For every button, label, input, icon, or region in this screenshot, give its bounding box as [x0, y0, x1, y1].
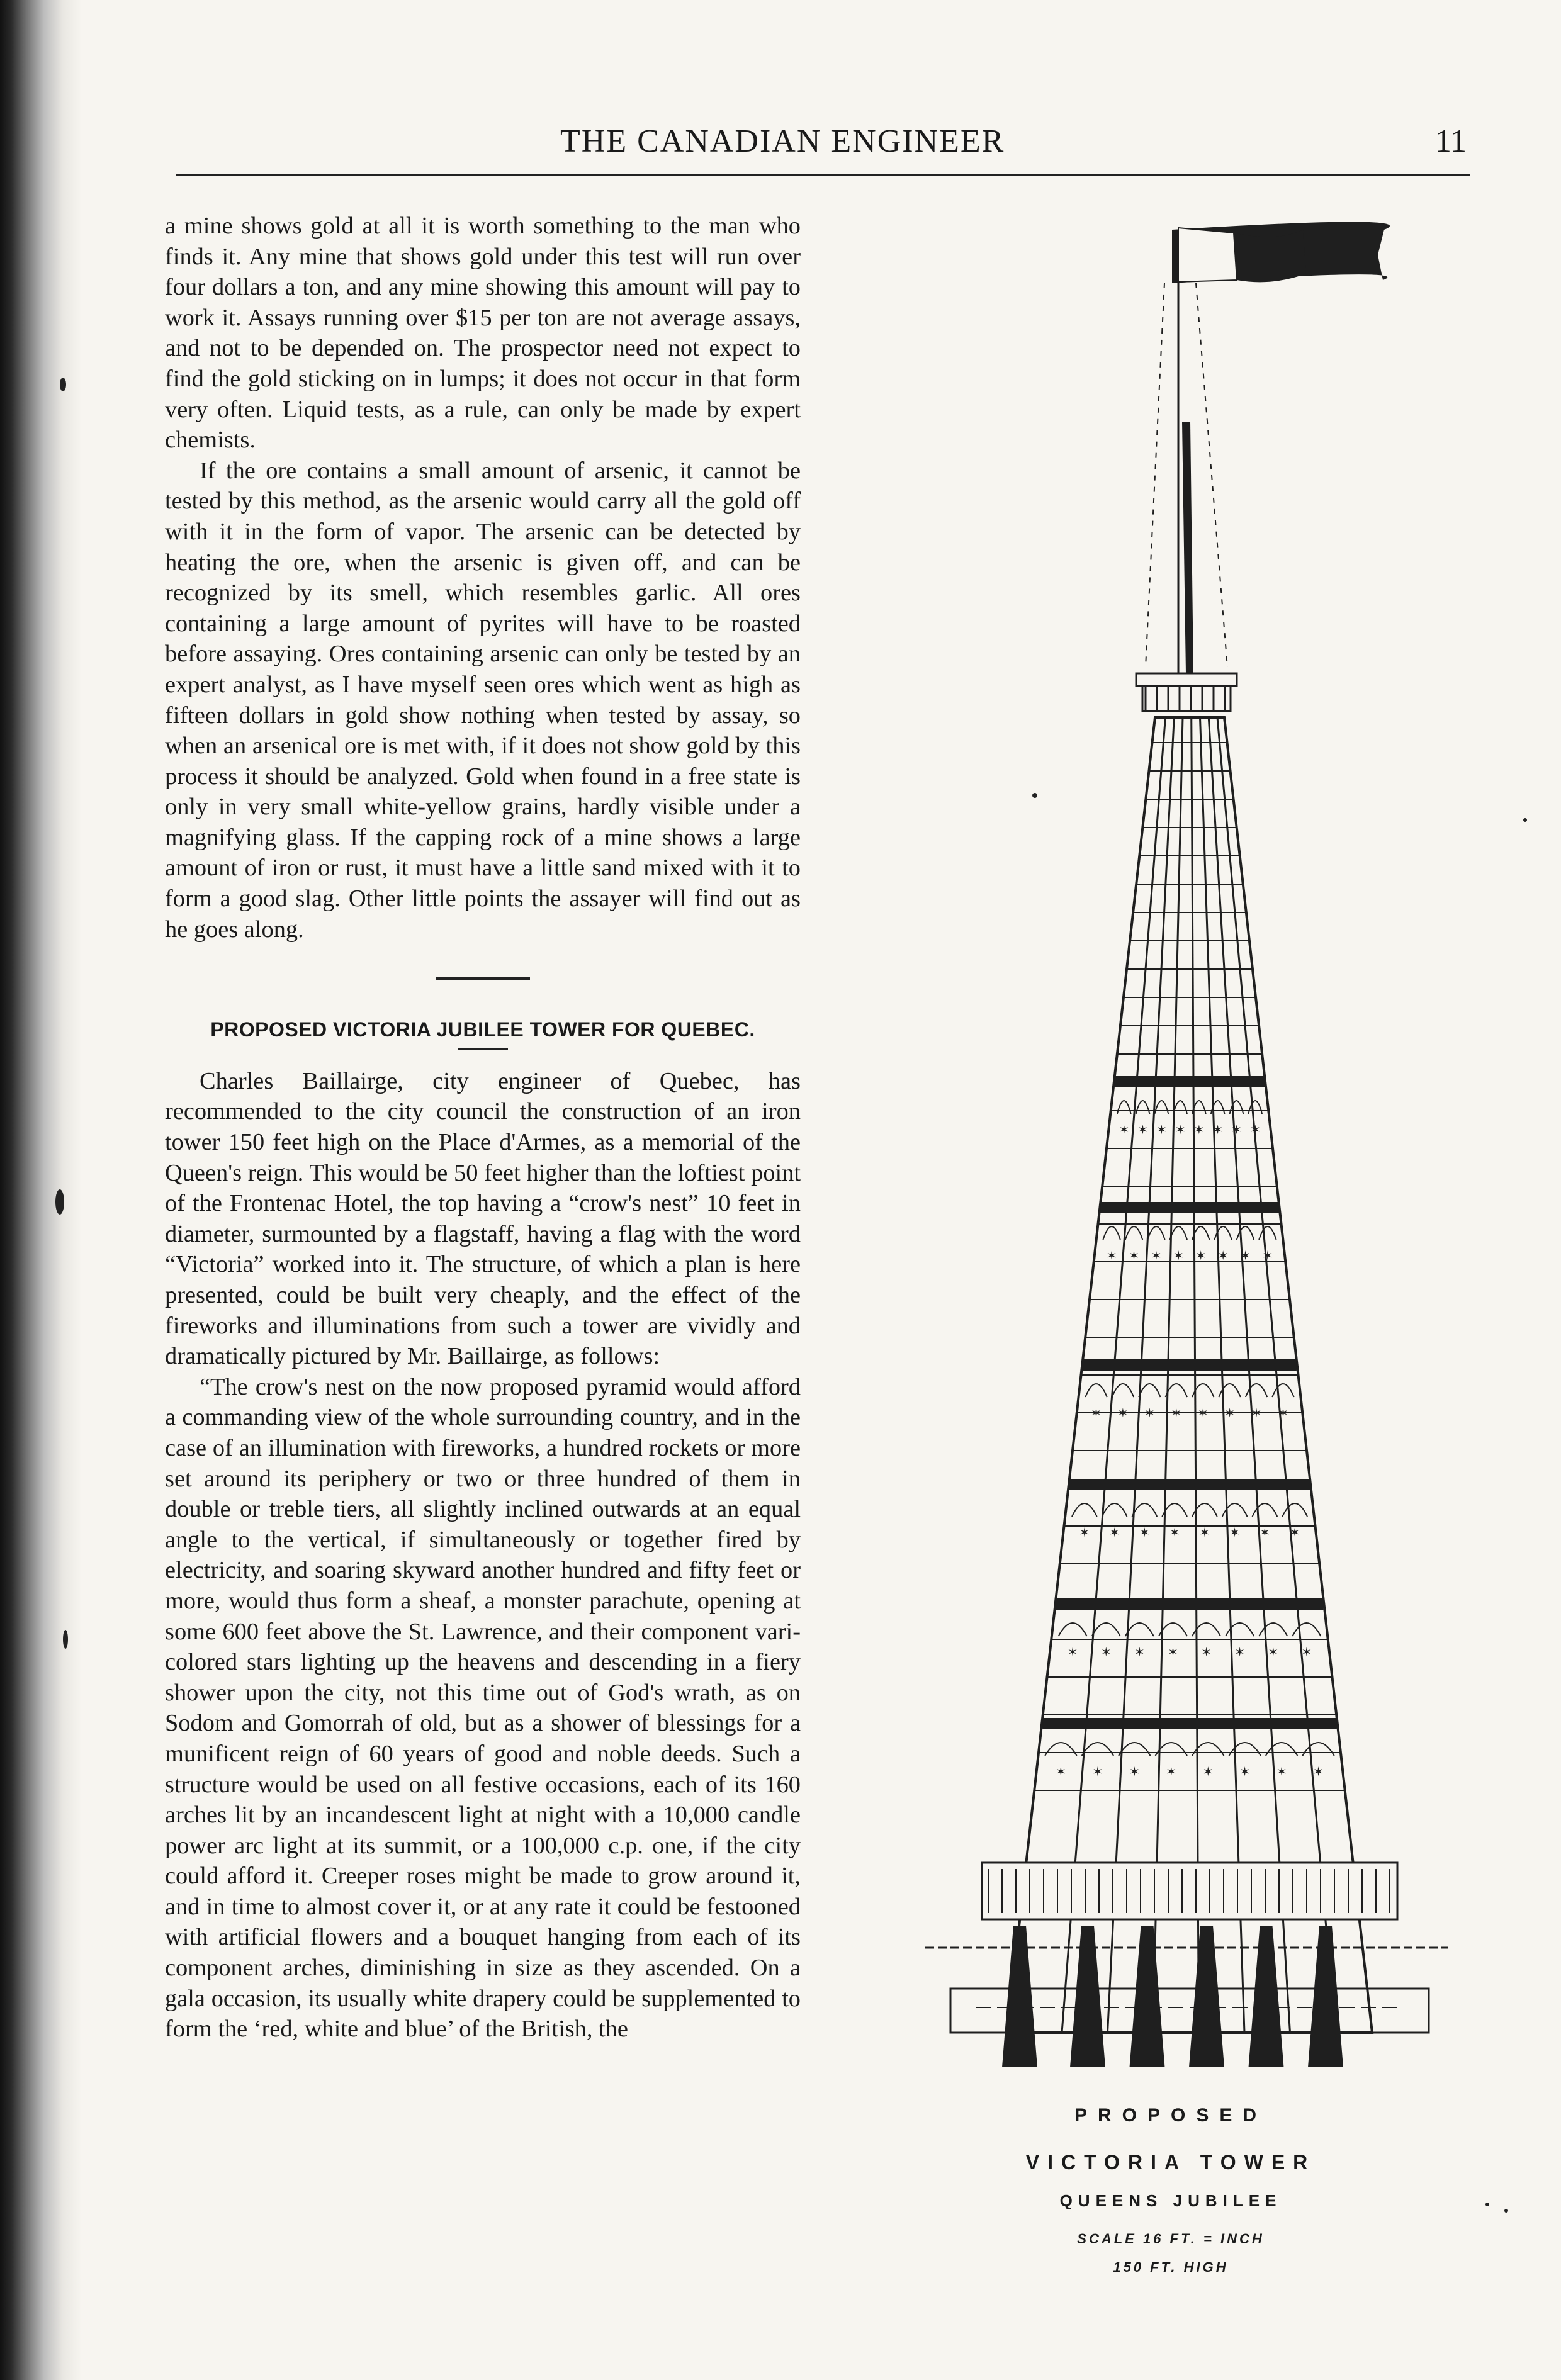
arch-star: ✶ — [1056, 1764, 1066, 1779]
tower-arch — [1292, 1623, 1321, 1636]
arch-star: ✶ — [1092, 1764, 1103, 1779]
tower-arch — [1237, 1226, 1254, 1240]
tower-arch — [1229, 1743, 1260, 1756]
tower-arch — [1302, 1743, 1334, 1756]
arch-star: ✶ — [1119, 1122, 1130, 1137]
section-separator — [436, 977, 530, 980]
crows-nest — [1142, 686, 1231, 711]
text-column — [165, 211, 801, 2045]
tower-arch — [1266, 1743, 1297, 1756]
arch-star: ✶ — [1106, 1248, 1117, 1263]
arch-star: ✶ — [1151, 1248, 1162, 1263]
caption-victoria-tower: VICTORIA TOWER — [1025, 2151, 1316, 2174]
arch-star: ✶ — [1195, 1248, 1207, 1263]
caption-proposed: PROPOSED — [1074, 2105, 1268, 2126]
arch-star: ✶ — [1117, 1405, 1129, 1420]
arch-star: ✶ — [1168, 1644, 1178, 1659]
arch-star: ✶ — [1224, 1405, 1236, 1420]
book-binding-shadow — [0, 0, 82, 2380]
tower-arch — [1272, 1384, 1293, 1397]
arch-star: ✶ — [1156, 1122, 1167, 1137]
caption-scale: SCALE 16 FT. = INCH — [1077, 2231, 1265, 2247]
tower-arch — [1102, 1503, 1127, 1517]
tower-illustration — [906, 214, 1460, 2077]
arch-star: ✶ — [1079, 1525, 1090, 1540]
baillairge-quote-paragraph: “The crow's nest on the now proposed pyramid would afford a commanding view of the whole surrounding country, and in the case of an illumination with fireworks, a hundred rockets or more set around its periphery or two or three hundred of them in double or treble tiers, all slightly inclined outwards at an equal angle to the vertical, if simultaneously or together fired by electricity, and soaring skyward another hundred and fifty feet or more, would thus form a sheaf, a monster parachute, opening at some 600 feet above the St. Lawrence, and their component vari-colored stars lighting up the heavens and descending in a fiery shower upon the city, not this time out of God's wrath, as on Sodom and Gomorrah of old, but as a shower of blessings for a munificent reign of 60 years of good and noble deeds. Such a structure would be used on all festive occasions, each of its 160 arches lit by an incandescent light at night with a 10,000 candle power arc light at its summit, or a 100,000 c.p. one, if the city could afford it. Creeper roses might be made to grow around it, and in time to almost cover it, or at any rate it could be festooned with artificial flowers and a bouquet hanging from each of its component arches, diminishing in size as they ascended. On a gala occasion, its usually white drapery could be supplemented to form the ‘red, white and blue’ of the British, the — [165, 1373, 801, 2043]
tower-arch — [1246, 1384, 1267, 1397]
tower-arch — [1259, 1623, 1287, 1636]
arch-star: ✶ — [1137, 1122, 1148, 1137]
arch-star: ✶ — [1249, 1122, 1261, 1137]
tower-arch — [1072, 1503, 1097, 1517]
guide-line-right — [1196, 283, 1227, 667]
scan-speck — [55, 1189, 64, 1215]
arch-star: ✶ — [1109, 1525, 1120, 1540]
spire — [1182, 422, 1193, 673]
flag-middle-band — [1178, 228, 1237, 282]
tower-arch — [1248, 1101, 1262, 1114]
arch-star: ✶ — [1262, 1248, 1273, 1263]
tower-arch — [1117, 1101, 1131, 1114]
tower-arch — [1139, 1384, 1160, 1397]
arch-star: ✶ — [1301, 1644, 1312, 1659]
stray-mark — [1032, 793, 1037, 798]
arch-star: ✶ — [1201, 1644, 1212, 1659]
arch-star: ✶ — [1169, 1525, 1180, 1540]
tower-arch — [1154, 1101, 1168, 1114]
arch-star: ✶ — [1129, 1764, 1140, 1779]
tower-arch — [1253, 1503, 1278, 1517]
arch-star: ✶ — [1234, 1644, 1246, 1659]
arch-star: ✶ — [1100, 1644, 1112, 1659]
tower-leg — [1308, 1926, 1343, 2067]
scan-speck — [60, 378, 66, 391]
tower-arch — [1170, 1226, 1187, 1240]
arch-star: ✶ — [1175, 1122, 1186, 1137]
page-header — [176, 123, 1467, 167]
tower-arch — [1125, 1226, 1142, 1240]
tower-arch — [1147, 1226, 1164, 1240]
arch-star: ✶ — [1199, 1525, 1210, 1540]
arch-star: ✶ — [1260, 1525, 1270, 1540]
stray-mark — [1523, 818, 1527, 822]
arch-star: ✶ — [1231, 1122, 1242, 1137]
tower-leg — [1070, 1926, 1105, 2067]
arch-star: ✶ — [1212, 1122, 1224, 1137]
tower-arch — [1132, 1503, 1157, 1517]
tower-arch-band — [1083, 1359, 1296, 1371]
caption-queens-jubilee: QUEENS JUBILEE — [1059, 2191, 1282, 2210]
tower-arch — [1082, 1743, 1113, 1756]
arch-star: ✶ — [1229, 1525, 1241, 1540]
tower-arch — [1173, 1101, 1187, 1114]
tower-arch — [1112, 1384, 1134, 1397]
tower-arch — [1092, 1623, 1120, 1636]
arch-star: ✶ — [1289, 1525, 1300, 1540]
header-rule — [176, 174, 1470, 176]
tower-arch-band — [1100, 1202, 1278, 1213]
tower-arch — [1045, 1743, 1076, 1756]
arch-star: ✶ — [1134, 1644, 1145, 1659]
arch-star: ✶ — [1268, 1644, 1279, 1659]
journal-title: THE CANADIAN ENGINEER — [560, 123, 1005, 159]
arch-star: ✶ — [1197, 1405, 1209, 1420]
tower-arch — [1282, 1503, 1307, 1517]
tower-arch — [1136, 1101, 1150, 1114]
arch-star: ✶ — [1278, 1405, 1288, 1420]
tower-arch-band — [1069, 1479, 1310, 1490]
tower-arch — [1259, 1226, 1276, 1240]
tower-arch — [1085, 1384, 1107, 1397]
arch-star: ✶ — [1139, 1525, 1150, 1540]
arch-star: ✶ — [1091, 1405, 1102, 1420]
crows-nest-rail — [1136, 673, 1237, 686]
tower-drawing — [925, 222, 1448, 2068]
arch-star: ✶ — [1217, 1248, 1229, 1263]
arch-star: ✶ — [1276, 1764, 1287, 1779]
tower-arch — [1119, 1743, 1150, 1756]
tower-arch — [1059, 1623, 1087, 1636]
tower-arch-band — [1056, 1598, 1324, 1610]
arch-star: ✶ — [1239, 1764, 1251, 1779]
arch-star: ✶ — [1171, 1405, 1182, 1420]
tower-arch — [1166, 1384, 1187, 1397]
tower-arch — [1103, 1226, 1120, 1240]
guide-line-left — [1146, 283, 1164, 667]
arch-star: ✶ — [1173, 1248, 1184, 1263]
tower-arch — [1125, 1623, 1154, 1636]
arch-star: ✶ — [1313, 1764, 1324, 1779]
page-number: 11 — [1434, 123, 1467, 159]
arch-star: ✶ — [1067, 1644, 1078, 1659]
arch-star: ✶ — [1240, 1248, 1251, 1263]
stray-mark — [1504, 2209, 1508, 2213]
stray-mark — [1485, 2203, 1489, 2206]
scan-speck — [63, 1630, 68, 1649]
caption-height: 150 FT. HIGH — [1113, 2259, 1229, 2275]
continued-paragraph: a mine shows gold at all it is worth something to the man who finds it. Any mine that shows gold under this test will run over four dollars a ton, and any mine showing this amount will pay to work it. Assays running over $15 per ton are not average assays, and not to be depended on. The prospector need not expect to find the gold sticking on in lumps; it does not occur in that form very often. Liquid tests, as a rule, can only be made by expert chemists. — [165, 213, 801, 454]
arch-star: ✶ — [1144, 1405, 1155, 1420]
arch-star: ✶ — [1129, 1248, 1139, 1263]
arsenic-paragraph: If the ore contains a small amount of arsenic, it cannot be tested by this method, as the arsenic would carry all the gold off with it in the form of vapor. The arsenic can be detected by heating the ore, when the arsenic is given off, and can be recognized by its smell, which resembles garlic. All ores containing a large amount of pyrites will have to be roasted before assaying. Ores containing arsenic can only be tested by an expert analyst, as I have myself seen ores which went as high as fifteen dollars in gold show nothing when tested by assay, so when an arsenical ore is met with, if it does not show gold by this process it should be analyzed. Gold when found in a free state is only in very small white-yellow grains, hardly visible under a magnifying glass. If the capping rock of a mine shows a large amount of iron or rust, it must have a little sand mixed with it to form a good slag. Other little points the assayer will find out as he goes along. — [165, 457, 801, 943]
tower-arch-band — [1042, 1718, 1337, 1729]
arch-star: ✶ — [1166, 1764, 1177, 1779]
flag-right-band — [1234, 230, 1306, 282]
tower-arch-band — [1115, 1076, 1265, 1087]
tower-intro-paragraph: Charles Baillairge, city engineer of Quebec, has recommended to the city council the construction of an iron tower 150 feet high on the Place d'Armes, as a memorial of the Queen's reign. This would be 50 feet higher than the loftiest point of the Frontenac Hotel, the top having a “crow's nest” 10 feet in diameter, surmounted by a flagstaff, having a flag with the word “Victoria” worked into it. The structure, of which a plan is here presented, could be built very cheaply, and the effect of the fireworks and illuminations from such a tower are vividly and dramatically pictured by Mr. Baillairge, as follows: — [165, 1067, 801, 1370]
arch-star: ✶ — [1251, 1405, 1262, 1420]
arch-star: ✶ — [1193, 1122, 1205, 1137]
heading-rule — [458, 1048, 508, 1050]
arch-star: ✶ — [1202, 1764, 1214, 1779]
article-heading: PROPOSED VICTORIA JUBILEE TOWER FOR QUEBEC. — [210, 1018, 755, 1041]
